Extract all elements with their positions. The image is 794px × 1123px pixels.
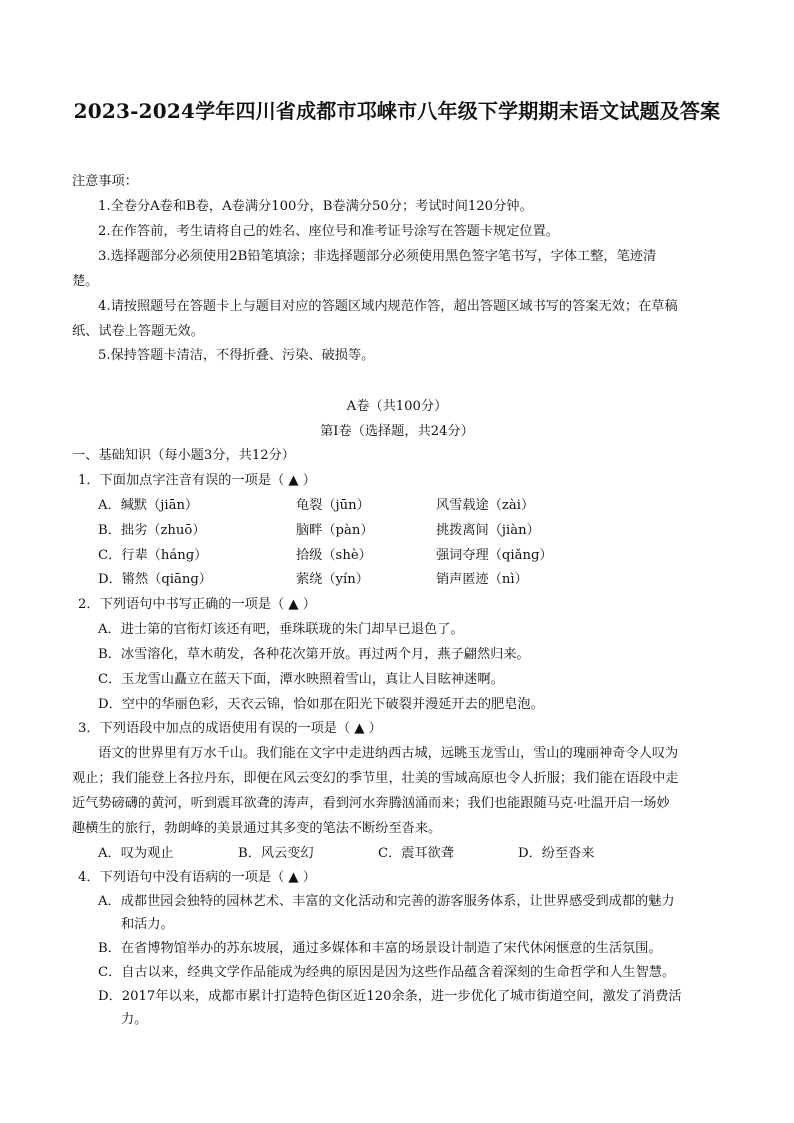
notice-item-4-line2: 纸、试卷上答题无效。 bbox=[72, 324, 204, 339]
notice-item-3-line1: 3.选择题部分必须使用2B铅笔填涂；非选择题部分必须使用黑色签字笔书写，字体工整，笔迹清 bbox=[98, 249, 657, 264]
q1-option-b-3: 挑拨离间（jiàn） bbox=[436, 523, 540, 538]
question-1-stem: 1．下面加点字注音有误的一项是（ ▲ ） bbox=[78, 473, 316, 488]
q3-passage-line-1: 语文的世界里有万水千山。我们能在文字中走进纳西古城，远眺玉龙雪山，雪山的瑰丽神奇令人叹为 bbox=[98, 746, 679, 761]
q4-option-d-line2: 力。 bbox=[121, 1012, 148, 1027]
notice-item-5: 5.保持答题卡清洁，不得折叠、污染、破损等。 bbox=[98, 348, 375, 363]
q3-passage-line-2: 观止；我们能登上各拉丹东，即便在风云变幻的季节里，壮美的雪域高原也令人折服；我们能在语段中走 bbox=[72, 771, 679, 786]
question-3-stem: 3．下列语段中加点的成语使用有误的一项是（ ▲ ） bbox=[78, 721, 382, 736]
q4-option-a-line1: A．成都世园会独特的园林艺术、丰富的文化活动和完善的游客服务体系，让世界感受到成都的魅力 bbox=[98, 894, 675, 909]
q1-option-d-2: 萦绕（yín） bbox=[296, 572, 369, 587]
q3-option-d: D．纷至沓来 bbox=[518, 846, 595, 861]
q1-option-b-1: B．拙劣（zhuō） bbox=[98, 523, 206, 538]
paper-a-heading: A卷（共100分） bbox=[346, 399, 448, 414]
q1-option-a-1: A．缄默（jiān） bbox=[98, 498, 199, 513]
notice-item-4-line1: 4.请按照题号在答题卡上与题目对应的答题区域内规范作答，超出答题区域书写的答案无效；在草稿 bbox=[98, 299, 678, 314]
document-title: 2023-2024学年四川省成都市邛崃市八年级下学期期末语文试题及答案 bbox=[73, 99, 721, 123]
q4-option-a-line2: 和活力。 bbox=[121, 917, 174, 932]
q1-option-d-1: D．锵然（qiānɡ） bbox=[98, 572, 212, 587]
q4-option-d-line1: D．2017年以来，成都市累计打造特色街区近120余条，进一步优化了城市街道空间，激发了消费活 bbox=[98, 989, 682, 1004]
q1-option-c-1: C．行辈（hánɡ） bbox=[98, 548, 208, 563]
q3-option-b: B．风云变幻 bbox=[238, 846, 314, 861]
q3-passage-line-4: 趣横生的旅行，勃朗峰的美景通过其多变的笔法不断纷至沓来。 bbox=[72, 821, 442, 836]
part-1-heading: 第Ⅰ卷（选择题，共24分） bbox=[320, 424, 474, 439]
q1-option-c-2: 拾级（shè） bbox=[296, 548, 372, 563]
basics-heading: 一、基础知识（每小题3分，共12分） bbox=[72, 448, 295, 463]
q4-option-b: B．在省博物馆举办的苏东坡展，通过多媒体和丰富的场景设计制造了宋代休闲惬意的生活氛围。 bbox=[98, 941, 662, 956]
q1-option-d-3: 销声匿迹（nì） bbox=[436, 572, 528, 587]
q2-option-c: C．玉龙雪山矗立在蓝天下面，潭水映照着雪山，真让人目眩神迷啊。 bbox=[98, 672, 504, 687]
q3-option-c: C．震耳欲聋 bbox=[378, 846, 455, 861]
q4-option-c: C．自古以来，经典文学作品能成为经典的原因是因为这些作品蕴含着深刻的生命哲学和人生智慧。 bbox=[98, 965, 676, 980]
q3-passage-line-3: 近气势磅礴的黄河，听到震耳欲聋的涛声，看到河水奔腾汹涌而来；我们也能跟随马克·吐温开启一场妙 bbox=[72, 796, 670, 811]
notice-heading: 注意事项： bbox=[72, 174, 138, 189]
question-2-stem: 2．下列语句中书写正确的一项是（ ▲ ） bbox=[78, 597, 316, 612]
q2-option-b: B．冰雪溶化，草木萌发，各种花次第开放。再过两个月，燕子翩然归来。 bbox=[98, 647, 530, 662]
notice-item-2: 2.在作答前，考生请将自己的姓名、座位号和准考证号涂写在答题卡规定位置。 bbox=[98, 224, 559, 239]
q1-option-a-2: 龟裂（jūn） bbox=[296, 498, 370, 513]
notice-item-1: 1.全卷分A卷和B卷，A卷满分100分，B卷满分50分；考试时间120分钟。 bbox=[98, 199, 533, 214]
q3-option-a: A．叹为观止 bbox=[98, 846, 174, 861]
q2-option-d: D．空中的华丽色彩，天衣云锦，恰如那在阳光下破裂并漫延开去的肥皂泡。 bbox=[98, 697, 544, 712]
question-4-stem: 4．下列语句中没有语病的一项是（ ▲ ） bbox=[78, 870, 316, 885]
q2-option-a: A．进士第的官衔灯该还有吧，垂珠联珑的朱门却早已退色了。 bbox=[98, 622, 464, 637]
q1-option-a-3: 风雪载途（zài） bbox=[436, 498, 535, 513]
notice-item-3-line2: 楚。 bbox=[72, 274, 99, 289]
q1-option-b-2: 脑畔（pàn） bbox=[296, 523, 374, 538]
q1-option-c-3: 强词夺理（qiǎnɡ） bbox=[436, 548, 553, 563]
